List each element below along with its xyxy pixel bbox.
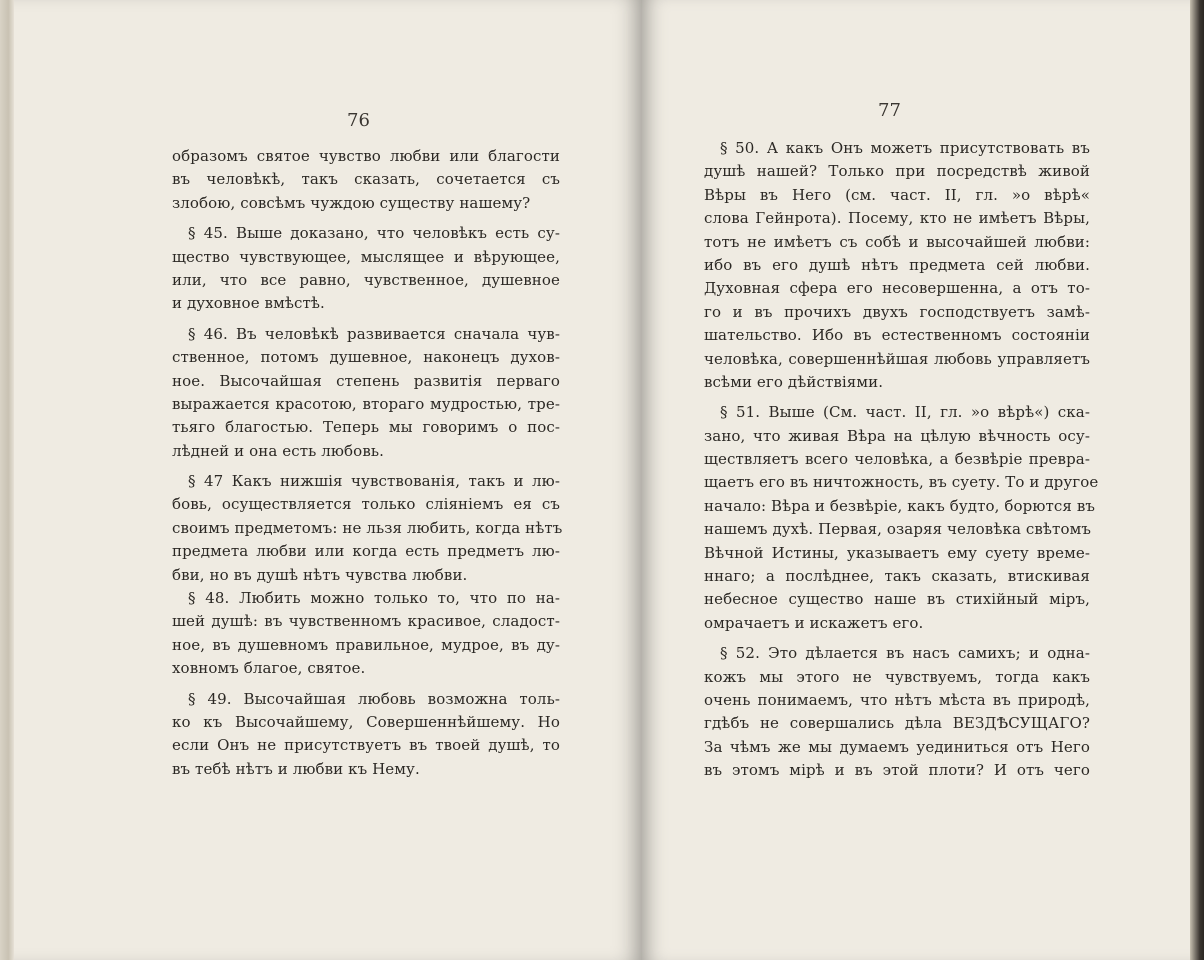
text-line: и духовное вмѣстѣ. [172, 294, 325, 313]
page-number: 77 [878, 100, 901, 121]
text-line: гдѣбъ не совершались дѣла ВЕЗДѢСУЩАГО? [704, 714, 1090, 733]
text-line: лѣдней и она есть любовь. [172, 441, 384, 460]
text-line: ко къ Высочайшему, Совершеннѣйшему. Но [172, 712, 560, 731]
left-page [14, 0, 642, 960]
text-line: душѣ нашей? Только при посредствѣ живой [704, 162, 1090, 181]
text-line: злобою, совсѣмъ чуждою существу нашему? [172, 193, 531, 212]
text-line: всѣми его дѣйствіями. [704, 372, 884, 391]
text-line: въ этомъ мірѣ и въ этой плоти? И отъ чего [704, 761, 1090, 780]
text-line: шательство. Ибо въ естественномъ состояніи [704, 326, 1090, 345]
text-line: Вѣры въ Него (см. част. II, гл. »о вѣрѣ« [704, 185, 1090, 204]
text-line: или, что все равно, чувственное, душевное [172, 270, 560, 289]
left-page-edge [0, 0, 14, 960]
right-page-text [704, 137, 1099, 783]
text-line: ннаго; а послѣднее, такъ сказать, втискивая [704, 567, 1090, 586]
text-line: если Онъ не присутствуетъ въ твоей душѣ, то [172, 736, 560, 755]
text-line: За чѣмъ же мы думаемъ уединиться отъ Него [704, 737, 1090, 756]
text-line: своимъ предметомъ: не льзя любить, когда нѣтъ [172, 518, 563, 537]
text-line: человѣка, совершеннѣйшая любовь управляетъ [704, 349, 1090, 368]
text-line: § 46. Въ человѣкѣ развивается сначала чув- [188, 324, 560, 343]
text-line: въ тебѣ нѣтъ и любви къ Нему. [172, 759, 420, 778]
text-line: бовь, осуществляется только сліяніемъ ея съ [172, 495, 560, 514]
text-line: § 52. Это дѣлается въ насъ самихъ; и одна- [720, 644, 1090, 663]
text-line: тотъ не имѣетъ съ собѣ и высочайшей любви: [704, 232, 1090, 251]
text-line: начало: Вѣра и безвѣріе, какъ будто, борются въ [704, 496, 1096, 515]
text-line: предмета любви или когда есть предметъ лю- [172, 542, 560, 561]
text-line: щаетъ его въ ничтожность, въ суету. То и другое [704, 473, 1099, 492]
text-line: кожъ мы этого не чувствуемъ, тогда какъ [704, 667, 1090, 686]
right-page-edge [1190, 0, 1204, 960]
text-line: слова Гейнрота). Посему, кто не имѣетъ Вѣры, [704, 209, 1090, 228]
text-line: ществляетъ всего человѣка, а безвѣріе превра- [704, 450, 1090, 469]
text-line: бви, но въ душѣ нѣтъ чувства любви. [172, 565, 468, 584]
text-line: § 50. А какъ Онъ можетъ присутствовать въ [720, 139, 1090, 157]
text-line: § 49. Высочайшая любовь возможна толь- [188, 689, 560, 708]
text-line: § 51. Выше (См. част. II, гл. »о вѣрѣ«) ска- [720, 403, 1090, 422]
text-line: § 45. Выше доказано, что человѣкъ есть су- [188, 224, 560, 243]
text-line: выражается красотою, втораго мудростью, тре- [172, 394, 560, 413]
text-line: небесное существо наше въ стихійный міръ, [704, 590, 1090, 609]
right-page [642, 0, 1190, 960]
text-line: щество чувствующее, мыслящее и вѣрующее, [172, 247, 560, 266]
text-line: образомъ святое чувство любви или благости [172, 147, 560, 165]
left-page-text [172, 145, 563, 781]
text-line: въ человѣкѣ, такъ сказать, сочетается съ [172, 170, 560, 189]
text-line: нашемъ духѣ. Первая, озаряя человѣка свѣтомъ [704, 520, 1092, 539]
text-line: Вѣчной Истины, указываетъ ему суету време- [704, 543, 1090, 562]
text-line: ное, въ душевномъ правильное, мудрое, въ ду- [172, 635, 560, 654]
page-number: 76 [347, 110, 370, 131]
text-line: ное. Высочайшая степень развитія перваго [172, 371, 560, 390]
text-line: ственное, потомъ душевное, наконецъ духов- [172, 348, 560, 367]
text-line: тьяго благостью. Теперь мы говоримъ о пос- [172, 418, 560, 437]
text-line: § 48. Любить можно только то, что по на- [188, 589, 560, 608]
text-line: § 47 Какъ нижшія чувствованія, такъ и лю- [188, 472, 560, 491]
text-line: ховномъ благое, святое. [172, 659, 366, 678]
text-line: омрачаетъ и искажетъ его. [704, 613, 924, 632]
text-line: шей душѣ: въ чувственномъ красивое, сладост- [172, 612, 560, 631]
text-line: Духовная сфера его несовершенна, а отъ то- [704, 279, 1090, 298]
text-line: ибо въ его душѣ нѣтъ предмета сей любви. [704, 255, 1090, 274]
text-line: го и въ прочихъ двухъ господствуетъ замѣ- [704, 302, 1090, 321]
text-line: очень понимаемъ, что нѣтъ мѣста въ природѣ, [704, 690, 1090, 709]
text-line: зано, что живая Вѣра на цѣлую вѣчность осу- [704, 426, 1090, 445]
